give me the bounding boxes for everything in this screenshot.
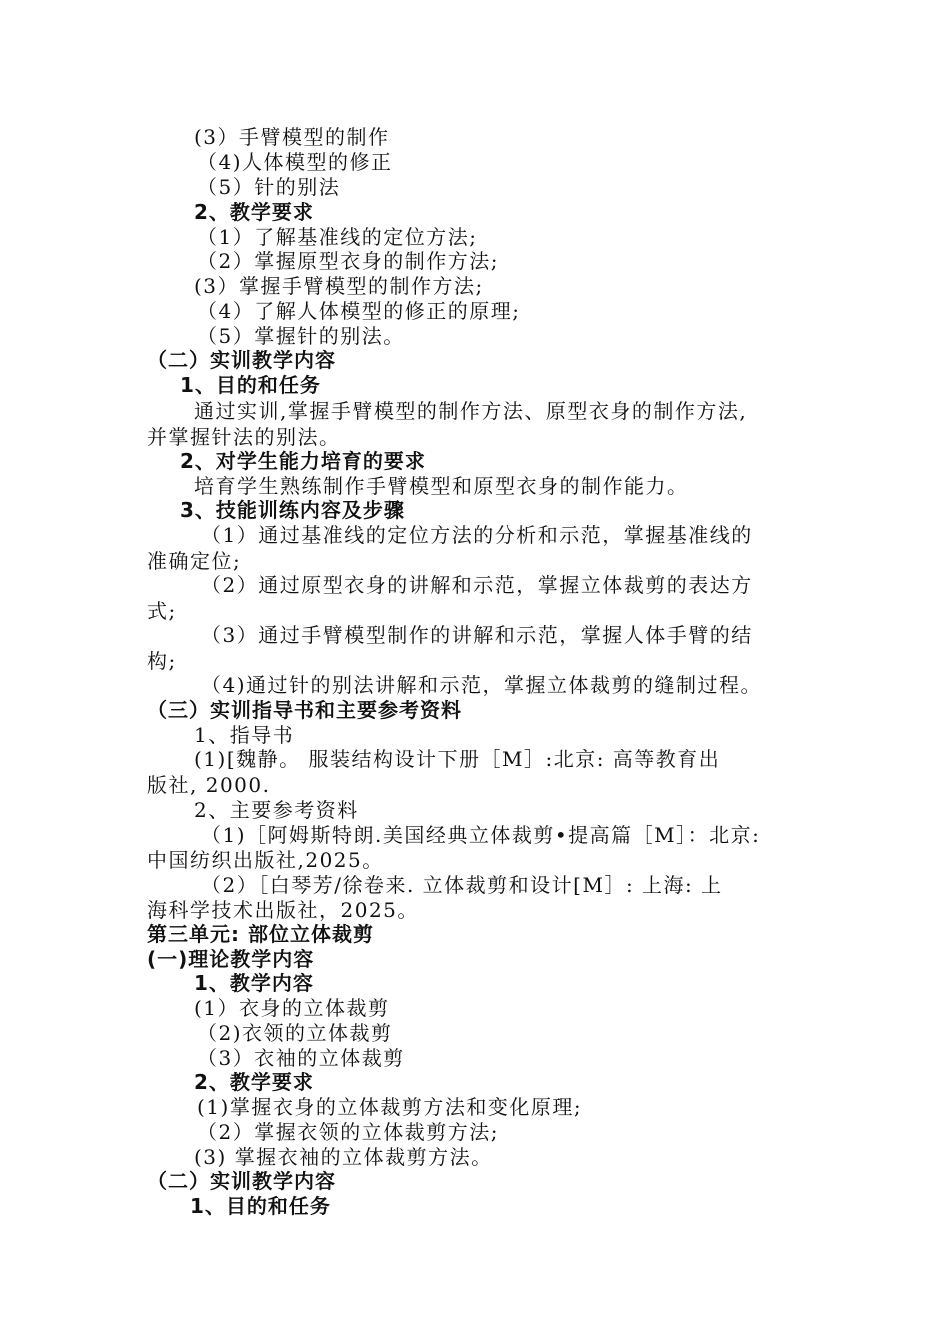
text-line: 中国纺织出版社,2025。 — [147, 848, 384, 872]
section-heading: 1、目的和任务 — [190, 1194, 331, 1218]
text-line: (1)[魏静。 服装结构设计下册［M］:北京: 高等教育出 — [194, 747, 721, 771]
text-line: （4）了解人体模型的修正的原理; — [197, 299, 521, 323]
section-heading: 1、教学内容 — [194, 971, 314, 995]
text-line: （4)通过针的别法讲解和示范，掌握立体裁剪的缝制过程。 — [201, 673, 763, 697]
text-line: （1)［阿姆斯特朗.美国经典立体裁剪•提高篇［M］：北京: — [201, 823, 761, 847]
text-line: 1、指导书 — [194, 723, 295, 747]
section-heading: 2、教学要求 — [194, 200, 314, 224]
section-heading: 1、目的和任务 — [180, 373, 321, 397]
text-line: (3）手臂模型的制作 — [194, 125, 390, 149]
text-line: （2)衣领的立体裁剪 — [197, 1021, 393, 1045]
text-line: (3) 掌握衣袖的立体裁剪方法。 — [194, 1145, 493, 1169]
text-line: （2）掌握原型衣身的制作方法; — [197, 249, 499, 273]
text-line: （3）通过手臂模型制作的讲解和示范，掌握人体手臂的结 — [201, 623, 753, 647]
section-heading: （二）实训教学内容 — [147, 348, 336, 372]
text-line: （2）通过原型衣身的讲解和示范，掌握立体裁剪的表达方 — [201, 573, 753, 597]
text-line: 式; — [147, 599, 177, 623]
text-line: 版社, 2000. — [147, 773, 271, 797]
section-heading: 3、技能训练内容及步骤 — [180, 498, 405, 522]
text-line: （3）衣袖的立体裁剪 — [197, 1046, 405, 1070]
text-line: （5）掌握针的别法。 — [197, 324, 405, 348]
text-line: 构; — [147, 649, 177, 673]
text-line: 并掌握针法的别法。 — [147, 425, 341, 449]
text-line: 通过实训,掌握手臂模型的制作方法、原型衣身的制作方法, — [194, 399, 748, 423]
text-line: 培育学生熟练制作手臂模型和原型衣身的制作能力。 — [194, 474, 689, 498]
text-line: 2、主要参考资料 — [194, 798, 359, 822]
text-line: （2）［白琴芳/徐卷来. 立体裁剪和设计[M］: 上海: 上 — [201, 873, 723, 897]
text-line: （4)人体模型的修正 — [197, 150, 393, 174]
section-heading: (一)理论教学内容 — [147, 947, 315, 971]
text-line: （2）掌握衣领的立体裁剪方法; — [197, 1120, 499, 1144]
text-line: (3）掌握手臂模型的制作方法; — [194, 274, 484, 298]
text-line: （5）针的别法 — [197, 175, 341, 199]
section-heading: （三）实训指导书和主要参考资料 — [147, 698, 462, 722]
section-heading: 2、教学要求 — [194, 1070, 314, 1094]
text-line: 准确定位; — [147, 549, 242, 573]
text-line: （1）了解基准线的定位方法; — [197, 225, 478, 249]
section-heading: （二）实训教学内容 — [147, 1169, 336, 1193]
unit-heading: 第三单元: 部位立体裁剪 — [147, 922, 374, 946]
text-line: （1）通过基准线的定位方法的分析和示范，掌握基准线的 — [201, 523, 753, 547]
section-heading: 2、对学生能力培育的要求 — [180, 449, 426, 473]
text-line: (1)掌握衣身的立体裁剪方法和变化原理; — [197, 1095, 583, 1119]
text-line: 海科学技术出版社，2025。 — [147, 898, 419, 922]
text-line: (1）衣身的立体裁剪 — [194, 996, 390, 1020]
